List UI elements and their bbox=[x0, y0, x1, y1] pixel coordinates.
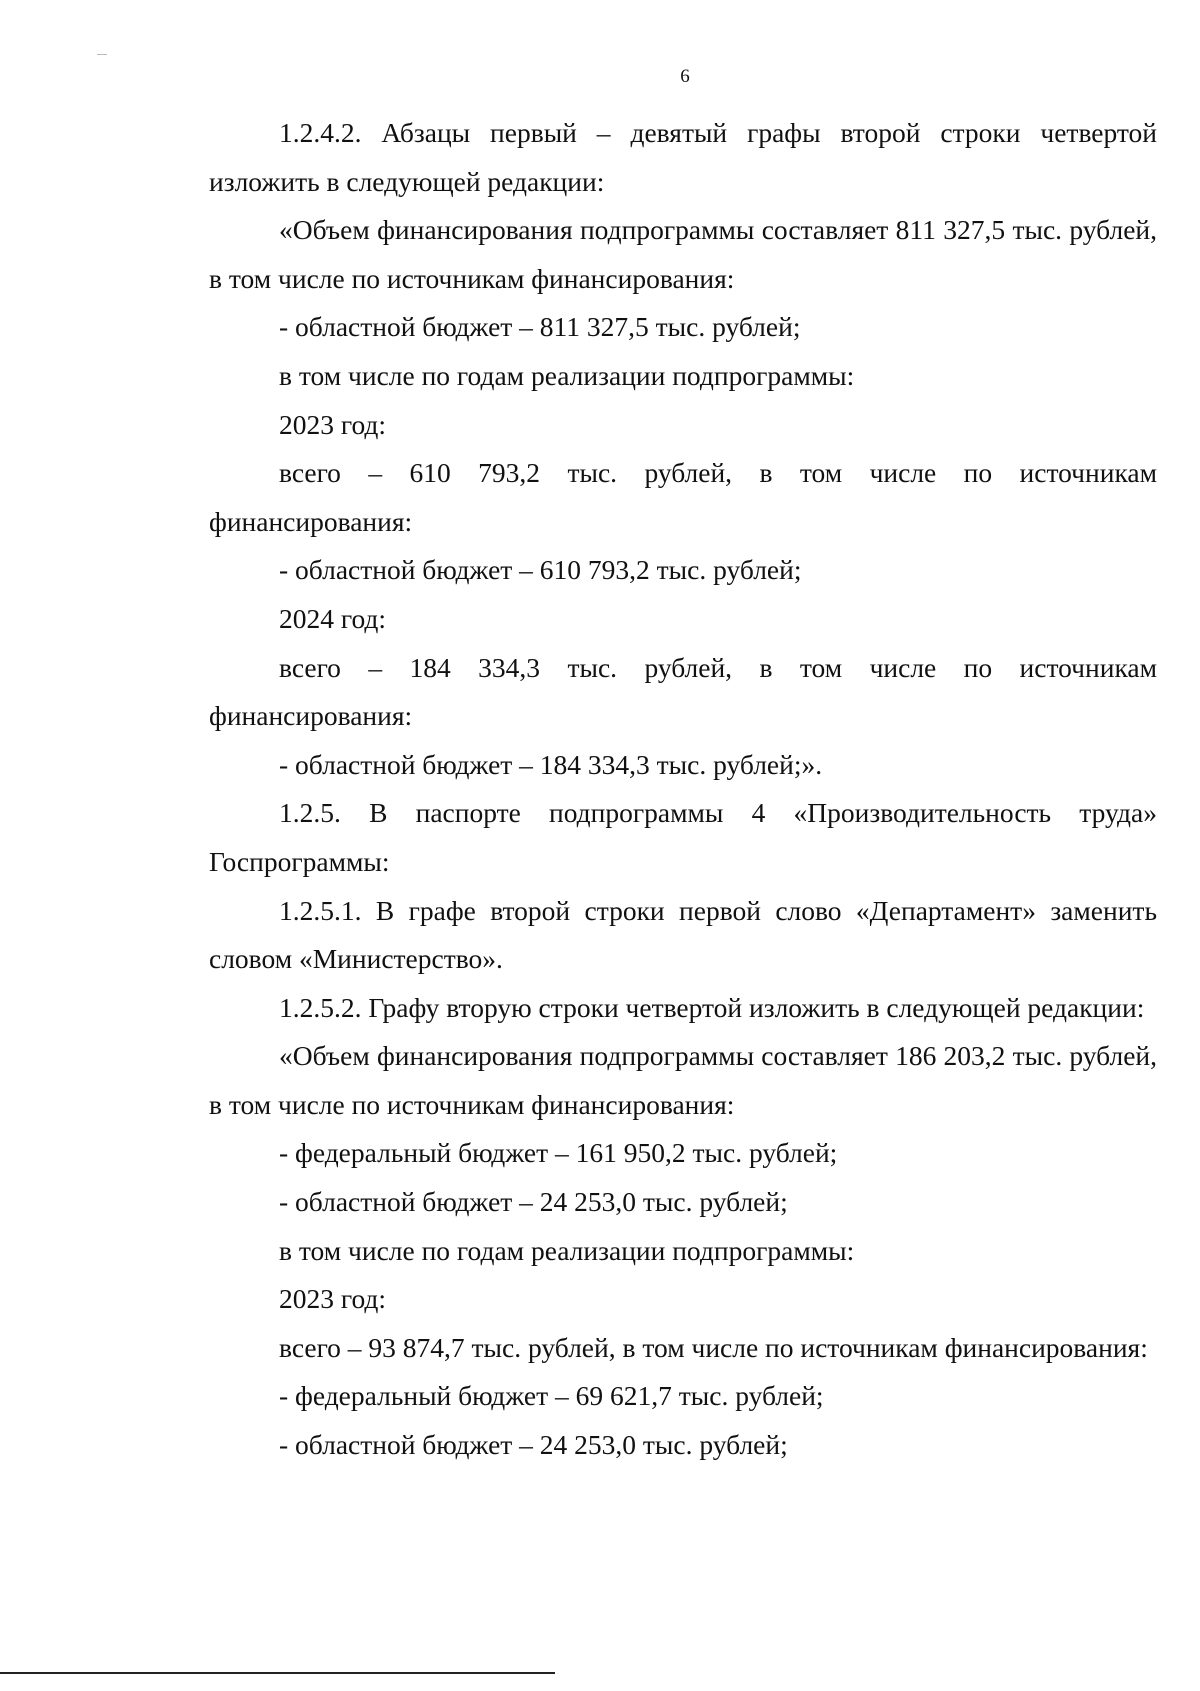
paragraph-2: «Объем финансирования подпрограммы составляет 811 327,5 тыс. рублей, в том числе по источникам финансирования: bbox=[209, 214, 1157, 294]
paragraph-12: 1.2.5.1. В графе второй строки первой слово «Департамент» заменить словом «Министерство». bbox=[209, 894, 1157, 975]
paragraph-17: в том числе по годам реализации подпрограммы: bbox=[279, 1234, 855, 1266]
paragraph-14: «Объем финансирования подпрограммы составляет 186 203,2 тыс. рублей, в том числе по источникам финансирования: bbox=[209, 1040, 1157, 1120]
paragraph-13: 1.2.5.2. Графу вторую строки четвертой изложить в следующей редакции: bbox=[279, 991, 1145, 1023]
paragraph-16: - областной бюджет – 24 253,0 тыс. рублей; bbox=[279, 1186, 788, 1218]
paragraph-21: - областной бюджет – 24 253,0 тыс. рублей; bbox=[279, 1429, 788, 1461]
paragraph-18: 2023 год: bbox=[279, 1283, 387, 1315]
paragraph-11: 1.2.5. В паспорте подпрограммы 4 «Производительность труда» Госпрограммы: bbox=[209, 797, 1157, 877]
paragraph-10: - областной бюджет – 184 334,3 тыс. рублей;». bbox=[279, 748, 823, 780]
paragraph-9: всего – 184 334,3 тыс. рублей, в том числе по источникам финансирования: bbox=[209, 651, 1157, 732]
document-body bbox=[209, 109, 1157, 1470]
paragraph-19: всего – 93 874,7 тыс. рублей, в том числе по источникам финансирования: bbox=[279, 1331, 1148, 1363]
paragraph-8: 2024 год: bbox=[279, 602, 387, 634]
paragraph-7: - областной бюджет – 610 793,2 тыс. рублей; bbox=[279, 554, 802, 586]
scan-mark bbox=[97, 54, 107, 55]
paragraph-4: в том числе по годам реализации подпрограммы: bbox=[279, 359, 855, 391]
paragraph-15: - федеральный бюджет – 161 950,2 тыс. рублей; bbox=[279, 1137, 838, 1169]
paragraph-6: всего – 610 793,2 тыс. рублей, в том числе по источникам финансирования: bbox=[209, 457, 1157, 537]
footer-rule bbox=[0, 1672, 555, 1674]
paragraph-3: - областной бюджет – 811 327,5 тыс. рублей; bbox=[279, 311, 801, 343]
paragraph-1: 1.2.4.2. Абзацы первый – девятый графы второй строки четвертой изложить в следующей редакции: bbox=[209, 117, 1157, 197]
paragraph-5: 2023 год: bbox=[279, 408, 387, 440]
paragraph-20: - федеральный бюджет – 69 621,7 тыс. рублей; bbox=[279, 1380, 824, 1412]
page-number: 6 bbox=[680, 66, 690, 87]
